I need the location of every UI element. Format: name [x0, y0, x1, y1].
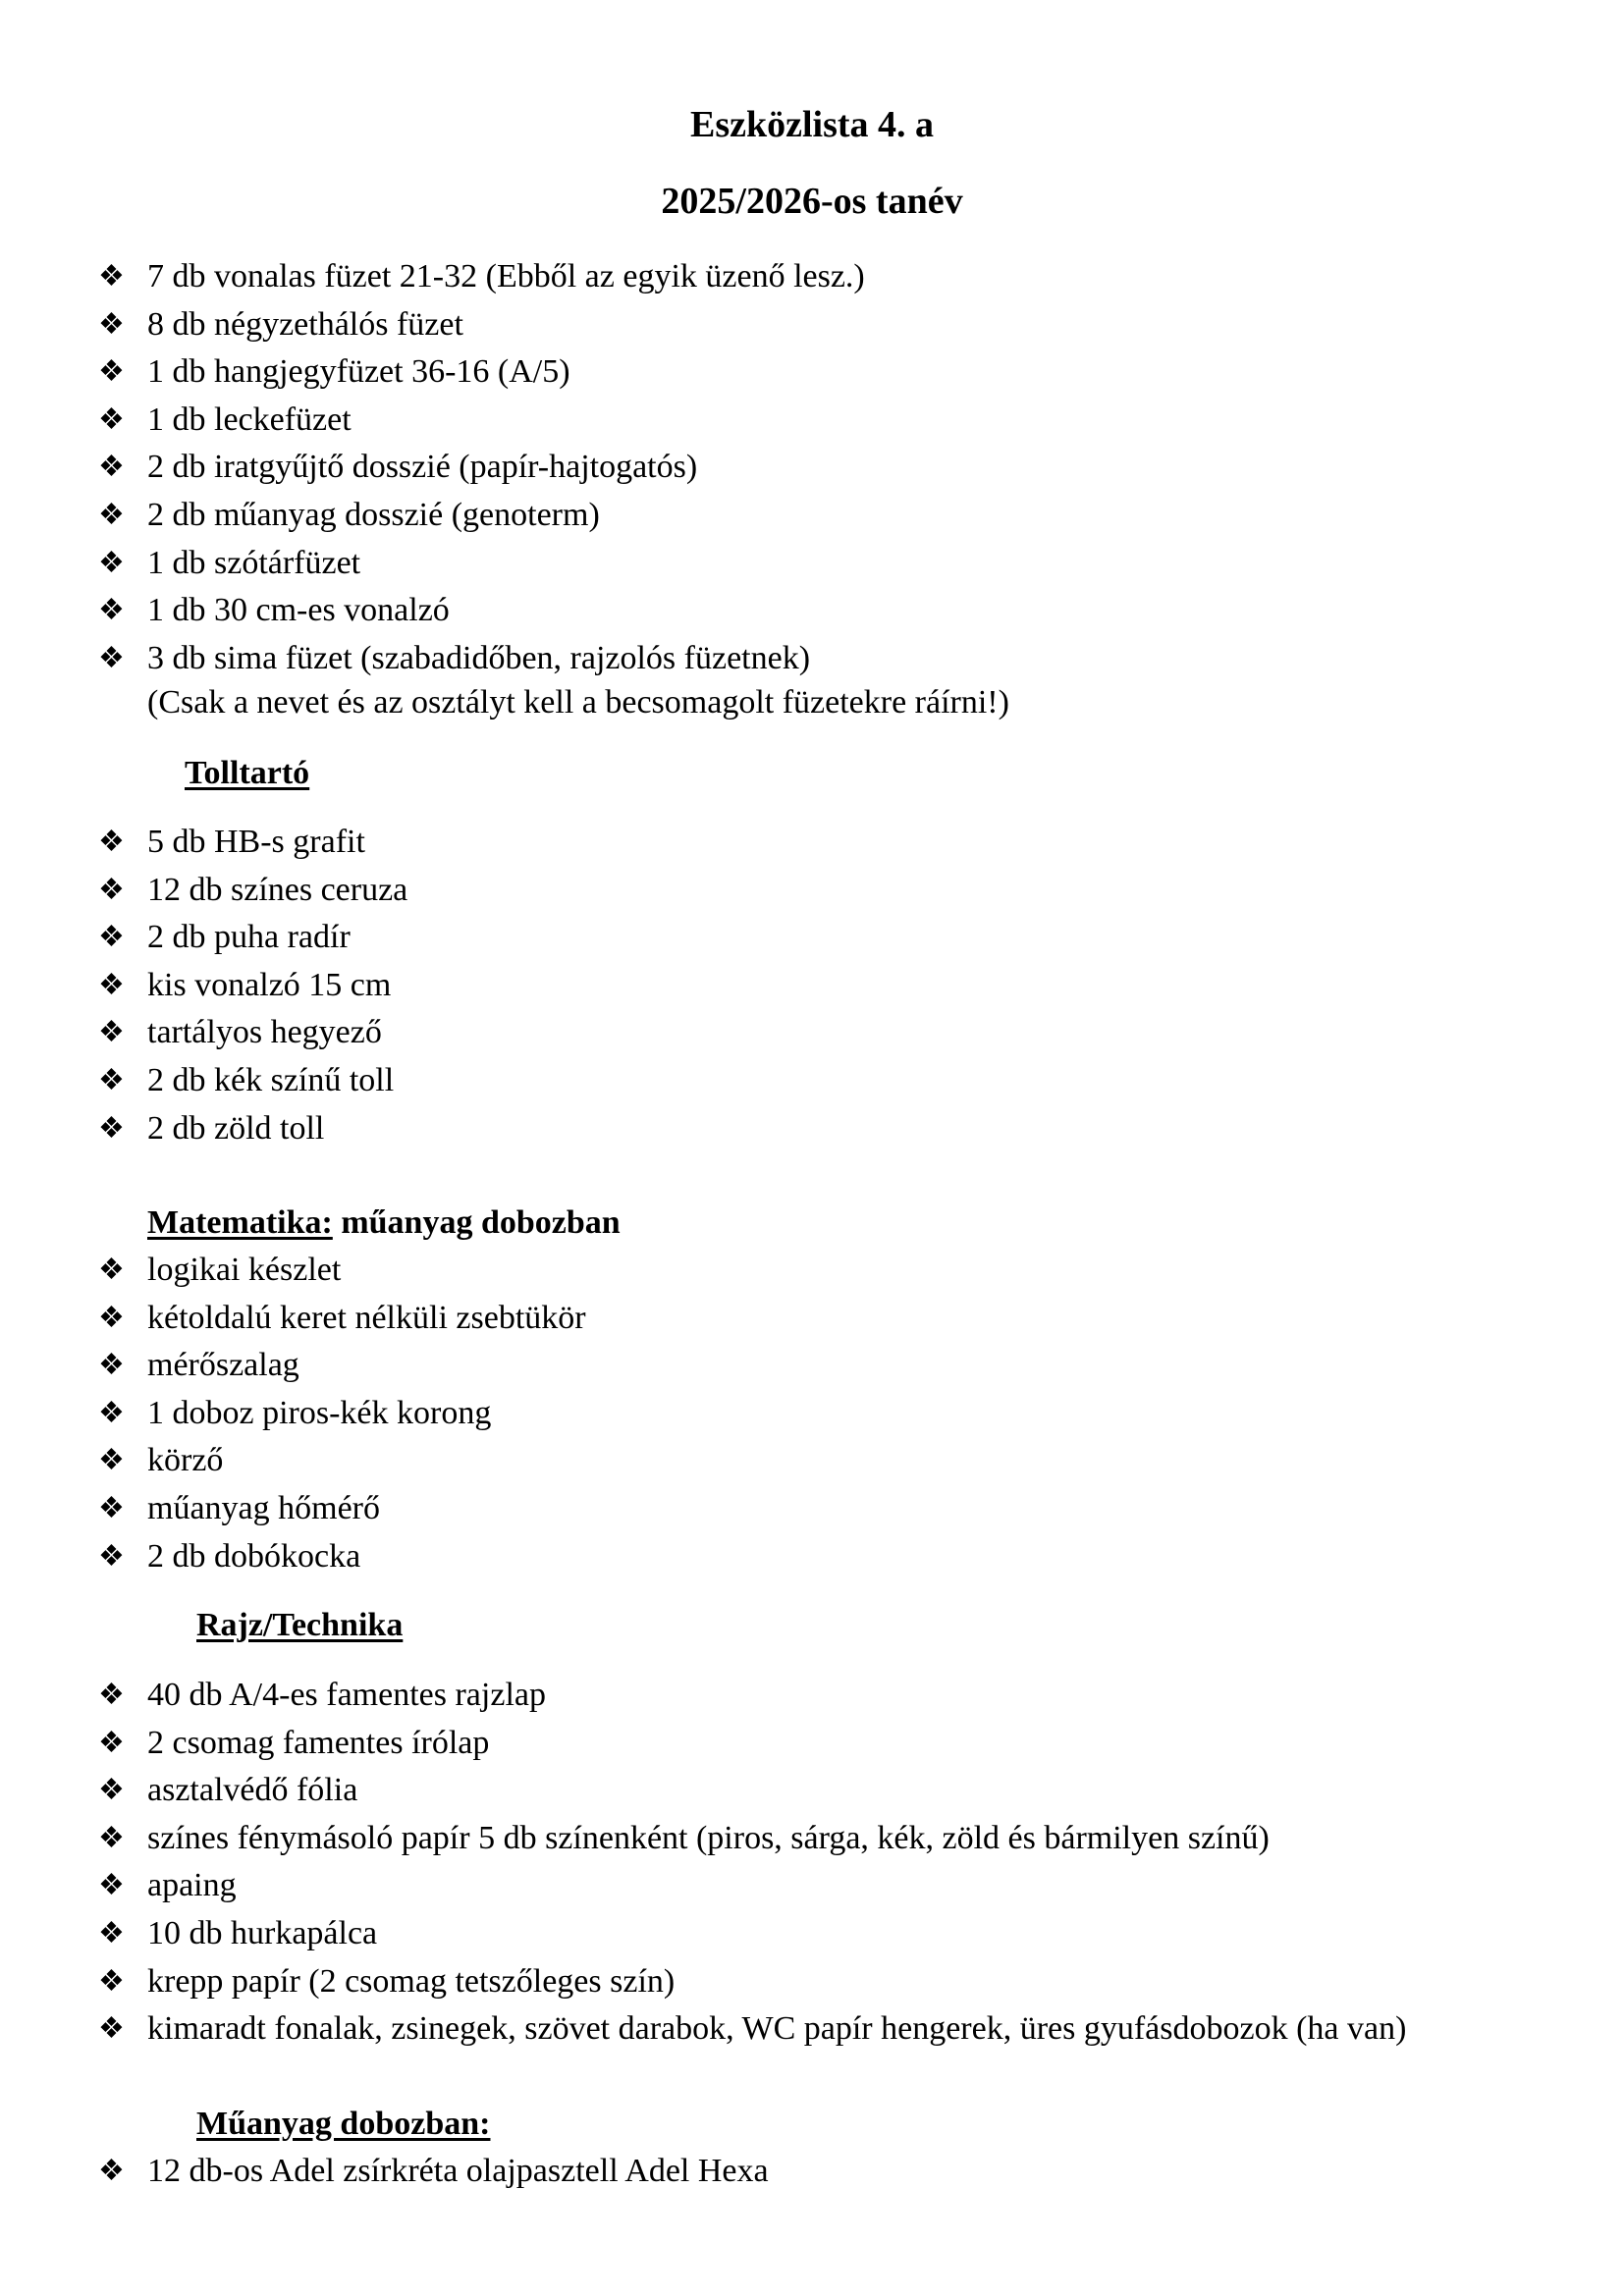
list-item	[98, 348, 1532, 397]
list-item-text: 2 db puha radír	[147, 919, 351, 956]
list-item	[98, 1815, 1532, 1863]
list-item-text: kis vonalzó 15 cm	[147, 966, 392, 1003]
list-item	[98, 1342, 1532, 1390]
plastic-box-heading	[196, 2102, 490, 2147]
list-item	[98, 1958, 1532, 2006]
plastic-box-list	[98, 2148, 1532, 2196]
list-item-text: körző	[147, 1442, 224, 1479]
diamond-bullet-icon: ❖	[98, 1774, 125, 1807]
diamond-bullet-icon: ❖	[98, 355, 125, 389]
list-item-text: 2 db iratgyűjtő dosszié (papír-hajtogatós)	[147, 449, 698, 486]
diamond-bullet-icon: ❖	[98, 1016, 125, 1049]
list-item-text: 8 db négyzethálós füzet	[147, 305, 463, 343]
list-item	[98, 2148, 1532, 2196]
list-item-text: tartályos hegyező	[147, 1014, 382, 1051]
list-item-text: műanyag hőmérő	[147, 1489, 380, 1526]
diamond-bullet-icon: ❖	[98, 1539, 125, 1573]
diamond-bullet-icon: ❖	[98, 1916, 125, 1949]
diamond-bullet-icon: ❖	[98, 1063, 125, 1096]
diamond-bullet-icon: ❖	[98, 1444, 125, 1477]
list-item-text: 7 db vonalas füzet 21-32 (Ebből az egyik üzenő lesz.)	[147, 258, 865, 294]
list-item	[98, 914, 1532, 962]
art-technics-list	[98, 1672, 1532, 2054]
list-item-text: kimaradt fonalak, zsinegek, szövet darabok, WC papír hengerek, üres gyufásdobozok (ha van)	[147, 2010, 1407, 2048]
math-heading-suffix: műanyag dobozban	[332, 1204, 621, 1241]
list-item-text: 1 db hangjegyfüzet 36-16 (A/5)	[147, 353, 570, 391]
diamond-bullet-icon: ❖	[98, 451, 125, 484]
list-item	[98, 1247, 1532, 1295]
diamond-bullet-icon: ❖	[98, 1349, 125, 1382]
list-item	[98, 397, 1532, 445]
labeling-note: (Csak a nevet és az osztályt kell a becsomagolt füzetekre ráírni!)	[147, 684, 1009, 721]
diamond-bullet-icon: ❖	[98, 1254, 125, 1286]
diamond-bullet-icon: ❖	[98, 1679, 125, 1711]
list-item	[98, 1390, 1532, 1438]
diamond-bullet-icon: ❖	[98, 1869, 125, 1902]
list-item	[98, 301, 1532, 349]
diamond-bullet-icon: ❖	[98, 641, 125, 674]
list-item-text: 2 db kék színű toll	[147, 1061, 395, 1098]
diamond-bullet-icon: ❖	[98, 968, 125, 1001]
diamond-bullet-icon: ❖	[98, 498, 125, 531]
list-item	[98, 1533, 1532, 1581]
list-item-text: 5 db HB-s grafit	[147, 824, 365, 860]
math-supplies-list	[98, 1247, 1532, 1580]
math-heading-label: Matematika:	[147, 1204, 333, 1241]
list-item	[98, 819, 1532, 867]
list-item	[98, 962, 1532, 1010]
diamond-bullet-icon: ❖	[98, 2155, 125, 2187]
list-item	[98, 1767, 1532, 1815]
list-item-text: 2 csomag famentes írólap	[147, 1724, 490, 1761]
math-heading	[147, 1201, 621, 1246]
diamond-bullet-icon: ❖	[98, 546, 125, 579]
list-item-text: logikai készlet	[147, 1252, 342, 1288]
diamond-bullet-icon: ❖	[98, 1491, 125, 1524]
list-item	[98, 1485, 1532, 1533]
diamond-bullet-icon: ❖	[98, 2012, 125, 2046]
list-item	[98, 1862, 1532, 1910]
diamond-bullet-icon: ❖	[98, 402, 125, 436]
diamond-bullet-icon: ❖	[98, 921, 125, 954]
list-item	[98, 635, 1532, 683]
list-item	[98, 1057, 1532, 1105]
diamond-bullet-icon: ❖	[98, 1726, 125, 1759]
list-item	[98, 444, 1532, 492]
general-supplies-list	[98, 253, 1532, 682]
diamond-bullet-icon: ❖	[98, 307, 125, 341]
list-item-text: 1 db leckefüzet	[147, 400, 352, 438]
list-item	[98, 1910, 1532, 1958]
list-item-text: 10 db hurkapálca	[147, 1914, 378, 1951]
list-item-text: 1 db 30 cm-es vonalzó	[147, 592, 450, 629]
list-item-text: kétoldalú keret nélküli zsebtükör	[147, 1299, 586, 1336]
list-item	[98, 1437, 1532, 1485]
list-item	[98, 253, 1532, 301]
list-item	[98, 492, 1532, 540]
diamond-bullet-icon: ❖	[98, 260, 125, 293]
list-item-text: 12 db színes ceruza	[147, 871, 408, 908]
list-item-text: 1 doboz piros-kék korong	[147, 1394, 492, 1431]
list-item-text: krepp papír (2 csomag tetszőleges szín)	[147, 1962, 676, 2000]
art-technics-heading-label: Rajz/Technika	[196, 1607, 404, 1643]
list-item-text: mérőszalag	[147, 1347, 299, 1384]
pencil-case-list	[98, 819, 1532, 1152]
diamond-bullet-icon: ❖	[98, 1301, 125, 1334]
plastic-box-heading-label: Műanyag dobozban:	[196, 2106, 491, 2142]
list-item	[98, 2005, 1532, 2054]
diamond-bullet-icon: ❖	[98, 1396, 125, 1429]
diamond-bullet-icon: ❖	[98, 1821, 125, 1854]
list-item-text: asztalvédő fólia	[147, 1772, 358, 1809]
list-item	[98, 867, 1532, 915]
list-item-text: 2 db műanyag dosszié (genoterm)	[147, 496, 600, 533]
art-technics-heading	[196, 1603, 403, 1648]
list-item-text: 1 db szótárfüzet	[147, 544, 361, 581]
school-year-subtitle: 2025/2026-os tanév	[661, 181, 963, 222]
diamond-bullet-icon: ❖	[98, 1111, 125, 1145]
diamond-bullet-icon: ❖	[98, 1964, 125, 1998]
list-item-text: 3 db sima füzet (szabadidőben, rajzolós füzetnek)	[147, 639, 811, 676]
list-item-text: apaing	[147, 1867, 237, 1904]
pencil-case-heading	[185, 751, 309, 796]
diamond-bullet-icon: ❖	[98, 594, 125, 627]
list-item	[98, 1105, 1532, 1153]
list-item-text: 2 db zöld toll	[147, 1109, 325, 1147]
list-item-text: 12 db-os Adel zsírkréta olajpasztell Adel Hexa	[147, 2153, 769, 2189]
list-item	[98, 1009, 1532, 1057]
list-item	[98, 1295, 1532, 1343]
list-item-text: 40 db A/4-es famentes rajzlap	[147, 1677, 546, 1713]
list-item	[98, 1672, 1532, 1720]
diamond-bullet-icon: ❖	[98, 826, 125, 858]
list-item-text: színes fénymásoló papír 5 db színenként (piros, sárga, kék, zöld és bármilyen színű)	[147, 1819, 1270, 1856]
list-item	[98, 540, 1532, 588]
pencil-case-heading-label: Tolltartó	[185, 755, 310, 791]
list-item	[98, 587, 1532, 635]
list-item-text: 2 db dobókocka	[147, 1537, 361, 1575]
list-item	[98, 1720, 1532, 1768]
diamond-bullet-icon: ❖	[98, 873, 125, 906]
document-title: Eszközlista 4. a	[689, 104, 935, 145]
